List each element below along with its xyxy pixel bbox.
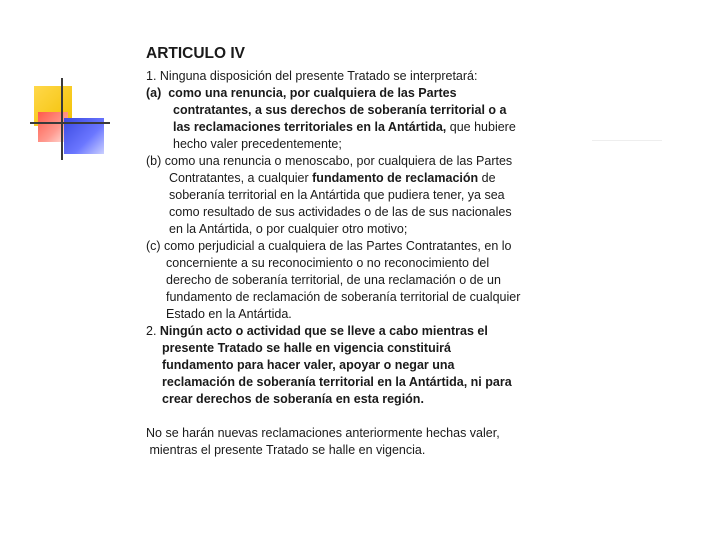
paragraph-2-line-3: fundamento para hacer valer, apoyar o negar una [162,358,455,372]
paragraph-2-line-2: presente Tratado se halle en vigencia constituirá [162,341,451,355]
article-heading: ARTICULO IV [146,45,246,62]
clause-b-line-1: (b) como una renuncia o menoscabo, por cualquiera de las Partes [146,154,513,168]
clause-a-line-4: hecho valer precedentemente; [173,137,342,151]
clause-c-line-1: (c) como perjudicial a cualquiera de las Partes Contratantes, en lo [146,239,512,253]
divider-line [592,140,662,141]
clause-a-label: (a) [146,86,162,100]
clause-b-line-4: como resultado de sus actividades o de las de sus nacionales [169,205,512,219]
paragraph-2-line-4: reclamación de soberanía territorial en la Antártida, ni para [162,375,512,389]
clause-b-line-2: Contratantes, a cualquier fundamento de reclamación de [169,171,496,185]
clause-a-line-3: las reclamaciones territoriales en la Antártida, que hubiere [173,120,516,134]
logo-vertical-line [61,78,63,160]
paragraph-2-line-5: crear derechos de soberanía en esta región. [162,392,424,406]
clause-c-line-5: Estado en la Antártida. [166,307,292,321]
paragraph-1-intro: 1. Ninguna disposición del presente Tratado se interpretará: [146,69,478,83]
spacer [146,408,576,425]
clause-c-line-3: derecho de soberanía territorial, de una reclamación o de un [166,273,501,287]
closing-line-2: mientras el presente Tratado se halle en vigencia. [146,443,426,457]
clause-a-line-1: (a) como una renuncia, por cualquiera de las Partes [146,86,457,100]
clause-b-line-5: en la Antártida, o por cualquier otro motivo; [169,222,408,236]
logo-horizontal-line [30,122,110,124]
clause-b-line-3: soberanía territorial en la Antártida que pudiera tener, ya sea [169,188,505,202]
clause-c-line-4: fundamento de reclamación de soberanía territorial de cualquier [166,290,521,304]
article-body [146,44,576,459]
clause-a-line-2: contratantes, a sus derechos de soberanía territorial o a [173,103,507,117]
decorative-logo [30,60,110,170]
paragraph-2-line-1: 2. Ningún acto o actividad que se lleve a cabo mientras el [146,324,488,338]
closing-line-1: No se harán nuevas reclamaciones anteriormente hechas valer, [146,426,500,440]
clause-c-line-2: concerniente a su reconocimiento o no reconocimiento del [166,256,490,270]
